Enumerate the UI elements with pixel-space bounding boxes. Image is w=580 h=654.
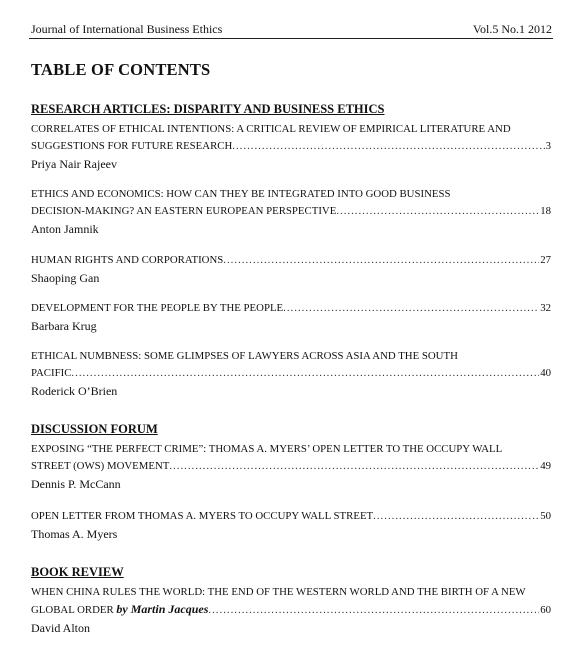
journal-name: Journal of International Business Ethics: [31, 22, 223, 36]
section-heading-discussion: DISCUSSION FORUM: [31, 422, 158, 436]
entry-title: HUMAN RIGHTS AND CORPORATIONS: [31, 254, 224, 266]
section-heading-research: RESEARCH ARTICLES: DISPARITY AND BUSINESS ETHICS: [31, 102, 385, 116]
entry-author: David Alton: [31, 621, 90, 635]
dot-leader: [283, 300, 539, 317]
entry-author: Priya Nair Rajeev: [31, 157, 117, 171]
dot-leader: [373, 508, 539, 525]
entry-title: EXPOSING “THE PERFECT CRIME”: THOMAS A. MYERS’ OPEN LETTER TO THE OCCUPY WALL: [31, 443, 503, 455]
entry-title: WHEN CHINA RULES THE WORLD: THE END OF THE WESTERN WORLD AND THE BIRTH OF A NEW: [31, 586, 526, 598]
dot-leader: [223, 252, 539, 269]
entry-title-continued: SUGGESTIONS FOR FUTURE RESEARCH: [31, 140, 233, 152]
entry-author: Barbara Krug: [31, 319, 97, 333]
section-heading-book-review: BOOK REVIEW: [31, 565, 124, 579]
toc-entry[interactable]: [31, 348, 551, 400]
dot-leader: [232, 138, 544, 155]
dot-leader: [336, 203, 539, 220]
page-number: 60: [540, 604, 551, 616]
toc-entry[interactable]: [31, 121, 551, 173]
entry-title-continued: GLOBAL ORDER: [31, 604, 114, 616]
toc-entry[interactable]: [31, 186, 551, 238]
entry-book-author: by Martin Jacques: [116, 602, 209, 616]
header-divider: [29, 38, 553, 39]
entry-title-continued: DECISION-MAKING? AN EASTERN EUROPEAN PERSPECTIVE: [31, 205, 337, 217]
page-number: 18: [540, 205, 551, 217]
volume-issue: Vol.5 No.1 2012: [472, 22, 552, 36]
dot-leader: [169, 458, 539, 475]
toc-entry[interactable]: [31, 300, 551, 335]
entry-title-continued: STREET (OWS) MOVEMENT: [31, 460, 170, 472]
entry-title: CORRELATES OF ETHICAL INTENTIONS: A CRITICAL REVIEW OF EMPIRICAL LITERATURE AND: [31, 123, 511, 135]
entry-title-continued: PACIFIC: [31, 367, 72, 379]
page-number: 32: [540, 302, 551, 314]
toc-entry[interactable]: [31, 508, 551, 543]
entry-title: ETHICAL NUMBNESS: SOME GLIMPSES OF LAWYERS ACROSS ASIA AND THE SOUTH: [31, 350, 458, 362]
entry-author: Anton Jamnik: [31, 222, 99, 236]
page-number: 3: [545, 140, 551, 152]
toc-entry[interactable]: [31, 252, 551, 287]
toc-entry[interactable]: [31, 584, 551, 637]
page-number: 49: [540, 460, 551, 472]
page-title: TABLE OF CONTENTS: [31, 60, 211, 79]
page-number: 40: [540, 367, 551, 379]
page-number: 50: [540, 510, 551, 522]
entry-title: OPEN LETTER FROM THOMAS A. MYERS TO OCCUPY WALL STREET: [31, 510, 374, 522]
dot-leader: [71, 365, 539, 382]
entry-title: ETHICS AND ECONOMICS: HOW CAN THEY BE INTEGRATED INTO GOOD BUSINESS: [31, 188, 451, 200]
entry-author: Thomas A. Myers: [31, 527, 118, 541]
page-number: 27: [540, 254, 551, 266]
entry-author: Shaoping Gan: [31, 271, 100, 285]
entry-author: Dennis P. McCann: [31, 477, 121, 491]
dot-leader: [208, 602, 539, 619]
toc-entry[interactable]: [31, 441, 551, 493]
entry-author: Roderick O’Brien: [31, 384, 118, 398]
entry-title: DEVELOPMENT FOR THE PEOPLE BY THE PEOPLE: [31, 302, 284, 314]
